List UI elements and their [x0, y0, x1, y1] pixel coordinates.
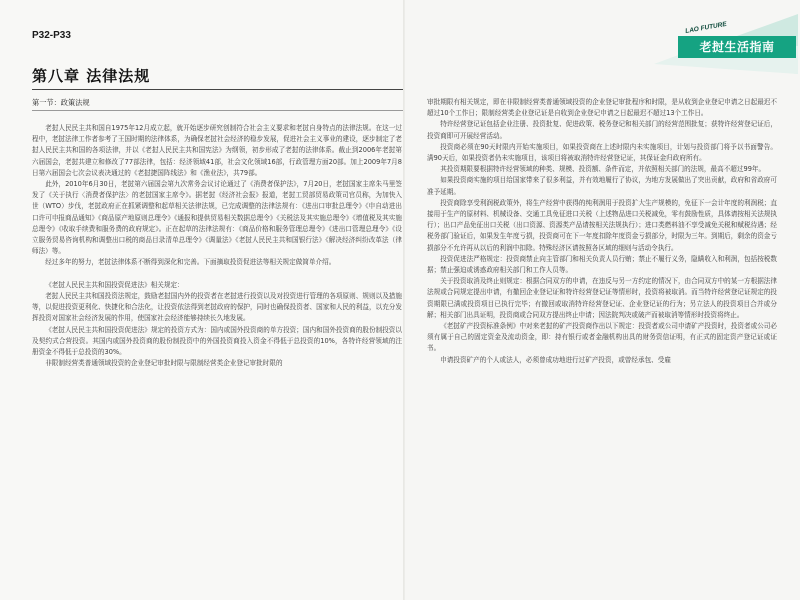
paragraph: 老挝人民民主共和国投资法规定，鼓励老挝国内外的投资者在老挝进行投资以及对投资进行管理的各项原则、规则以及措施等，以促进投资更利化、快捷化和合法化，让投资依法得到老挝政府的保护，同时也确保投资者、国家和人民的利益，以充分发挥投资对国家社会经济发展的作用，使国家社会经济能够持续长久地发展。	[32, 292, 402, 323]
paragraph: 投资商必须在90天时限内开始实施项目，如果投资商在上述时限内未实施项目，计划与投资部门将予以书面警告。满90天后，如果投资者仍未实施项目，该项目将被取消特许经营登记证，其保证金归政府所有。	[427, 142, 777, 163]
paragraph: 关于投资取消及终止则规定：根据合同双方的申请，在违反与另一方约定的情况下，由合同双方中的某一方根据法律法规或合同规定提出申请，有撤回企业登记证和特许经营登记证等情形时，投资将被取消。而当特许经营登记证规定的投资期限已满或投资项目已执行完毕；有撤回或取消特许经营登记证、企业登记证的行为；另立法人的投资项目合并或分解；相关部门出具证明，投资商或合同双方提出终止申请；因法院判决或破产而被取消等情形时投资将终止。	[427, 277, 777, 319]
section-title: 第一节：政策法规	[32, 98, 90, 107]
brand-tagline: LAO FUTURE	[684, 20, 728, 35]
paragraph: 投资商除享受利润税政策外，将生产经营中获得的纯利润用于投资扩大生产规模的，免征下一会计年度的利润税；直接用于生产的原材料、机械设备、交通工具免征进口关税（上述物品进口关税减免，零有鼓励性质，具体请按相关法规执行）；出口产品免征出口关税（出口资源、资源类产品请按相关法规执行）；进口类燃料油不享受减免关税和赋税待遇；经税务部门验证后，如果发生年度亏损，投资商可在下一年度扣除年度资金亏损部分，时限为三年。到期后，剩余的资金亏损部分不允许再从以后的利润中扣除。特殊经济区请按照各区域的细则与活动令执行。	[427, 198, 777, 252]
paragraph: 投资促进法严格规定：投资商禁止向主管部门和相关负责人员行贿；禁止不履行义务，隐瞒收入和利润，包括按税数据；禁止强迫或诱惑政府相关部门和工作人员等。	[427, 254, 777, 275]
paragraph: 经过多年的努力，老挝法律体系不断得到深化和完善。下面摘取投资促进法等相关规定做简单介绍。	[45, 258, 336, 267]
paragraph: 申请投资矿产的个人或法人，必须曾成功地进行过矿产投资，或曾经承包、受雇	[440, 355, 671, 364]
paragraph: 审批期限有相关规定，即在非限制经营类普通领域投资的企业登记审批程序和时限，是从收到企业登记申请之日起最迟不超过10个工作日；限制经营类企业登记证是自收到企业登记申请之日起最迟不超过13个工作日。	[427, 98, 777, 118]
paragraph: 《老挝人民民主共和国投资促进法》规定的投资方式为：国内或国外投资商的单方投资；国内和国外投资商的股份制投资以及契约式合营投资。其国内或国外投资商的股份制投资中的外国投资商投入资金不得低于总投资的10%，各特许经营领域的注册资金不得低于总投资的30%。	[32, 325, 402, 357]
left-text-column	[32, 123, 402, 369]
paragraph: 老挝人民民主共和国自1975年12月成立起，就开始逐步研究创制符合社会主义要求和老挝自身特点的法律法规。在这一过程中，老挝法律工作者参考了王国时期的法律体系，为确保老挝社会经济的稳步发展，促进社会主义事业的建设，逐步制定了老挝人民民主共和国的各项法律，并以《老挝人民民主共和国宪法》为纲领，初步形成了老挝的法律体系。截止到2006年老挝第六届国会，老挝共建立和修改了77部法律，包括：经济领域41部，社会文化领域16部，行政管理方面20部。加上2009年7月8日第六届国会七次会议表决通过的《老挝捷国阵线法》和《渔业法》，共79部。	[32, 124, 402, 177]
brand-logo	[648, 14, 798, 74]
section-rule	[32, 110, 404, 111]
chapter-rule	[32, 89, 404, 90]
paragraph: 特许经营登记证包括企业注册、投资批复、促进政策、税务登记和相关部门的经营范围批复；获特许经营登记证后，投资商即可开展经营活动。	[427, 120, 777, 140]
paragraph-heading: 《老挝人民民主共和国投资促进法》相关规定：	[45, 280, 184, 289]
paragraph: 如果投资商实施的项目给国家带来了很多利益，并有效地履行了协议，为地方发展做出了突出贡献，政府和省政府可准予延期。	[427, 176, 777, 196]
paragraph: 此外，2010年6月30日，老挝第六届国会第九次常务会议讨论通过了《消费者保护法》，7月20日，老挝国家主席朱马里签发了《关于执行〈消费者保护法〉的老挝国家主席令》。据老挝《经济社会报》报道，老挝工贸部贸易政策司官员称，为加快入世（WTO）步伐，老挝政府正在抓紧调整和起草相关法律法规，已完成调整的法律法规有：《进出口审批总理令》《申自动进出口许可申报商品通知》《商品原产地原则总理令》《通报和提供贸易相关数据总理令》《关税法及其实施总理令》《增值税及其实施总理令》《收取手续费和服务费的政府规定》。正在起草的法律法规有：《商品价格和服务管理总理令》《进出口管理总理令》《设立服务贸易咨询机构和调整出口税的商品目录清单总理令》《调量法》《老挝人民民主共和国银行法》《解决经济纠纷改革法（律师法）等。	[32, 180, 402, 256]
paragraph: 其投资期限要根据特许经营领域的种类、规模、投资额、条件而定，并依照相关部门的法规，最高不超过99年。	[440, 165, 766, 174]
brand-title: 老挝生活指南	[678, 36, 796, 58]
chapter-title: 第八章 法律法规	[32, 67, 151, 85]
right-text-column	[427, 97, 777, 366]
paragraph: 《老挝矿产投资标准条例》中对来老挝的矿产投资商作出以下规定：投资者或公司申请矿产投资时，投资者或公司必须有属于自己的固定资金及流动资金，即：持有银行或者金融机构出具的财务资信证明，有正式的固定资产登记证或证书。	[427, 322, 777, 353]
page-number-range: P32-P33	[32, 30, 71, 41]
right-page	[405, 0, 800, 600]
paragraph: 非限制经营类普通领域投资的企业登记审批时限与限制经营类企业登记审批时限的	[45, 359, 283, 368]
